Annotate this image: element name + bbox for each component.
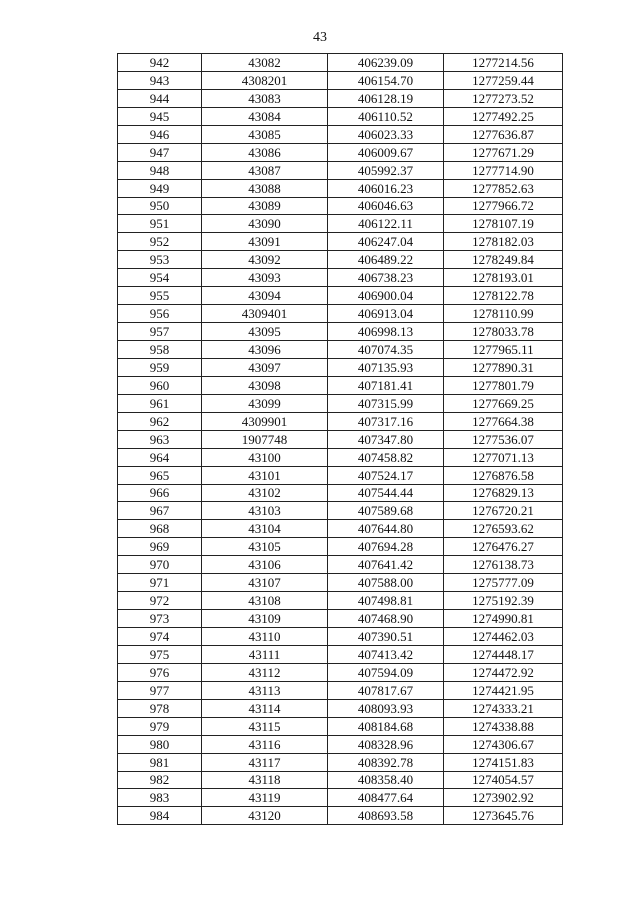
y-coordinate-cell: 1273645.76 <box>444 807 563 825</box>
point-number-cell: 965 <box>118 466 202 484</box>
point-number-cell: 947 <box>118 143 202 161</box>
point-id-cell: 43111 <box>202 645 328 663</box>
point-id-cell: 43107 <box>202 574 328 592</box>
table-row <box>118 251 563 269</box>
table-row <box>118 430 563 448</box>
y-coordinate-cell: 1278107.19 <box>444 215 563 233</box>
x-coordinate-cell: 407817.67 <box>328 681 444 699</box>
table-row <box>118 681 563 699</box>
point-number-cell: 950 <box>118 197 202 215</box>
x-coordinate-cell: 407694.28 <box>328 538 444 556</box>
point-number-cell: 974 <box>118 628 202 646</box>
point-number-cell: 953 <box>118 251 202 269</box>
point-number-cell: 970 <box>118 556 202 574</box>
table-row <box>118 735 563 753</box>
x-coordinate-cell: 407181.41 <box>328 376 444 394</box>
point-id-cell: 43108 <box>202 592 328 610</box>
point-number-cell: 984 <box>118 807 202 825</box>
x-coordinate-cell: 408693.58 <box>328 807 444 825</box>
point-number-cell: 961 <box>118 394 202 412</box>
point-number-cell: 952 <box>118 233 202 251</box>
point-id-cell: 43096 <box>202 341 328 359</box>
table-row <box>118 358 563 376</box>
point-id-cell: 43099 <box>202 394 328 412</box>
x-coordinate-cell: 407413.42 <box>328 645 444 663</box>
table-row <box>118 502 563 520</box>
y-coordinate-cell: 1273902.92 <box>444 789 563 807</box>
point-id-cell: 43091 <box>202 233 328 251</box>
point-id-cell: 43089 <box>202 197 328 215</box>
point-number-cell: 955 <box>118 287 202 305</box>
y-coordinate-cell: 1275192.39 <box>444 592 563 610</box>
table-row <box>118 520 563 538</box>
x-coordinate-cell: 408392.78 <box>328 753 444 771</box>
table-row <box>118 125 563 143</box>
x-coordinate-cell: 406738.23 <box>328 269 444 287</box>
point-id-cell: 43095 <box>202 323 328 341</box>
point-number-cell: 944 <box>118 89 202 107</box>
table-row <box>118 412 563 430</box>
table-row <box>118 645 563 663</box>
table-row <box>118 305 563 323</box>
y-coordinate-cell: 1277714.90 <box>444 161 563 179</box>
y-coordinate-cell: 1274151.83 <box>444 753 563 771</box>
point-id-cell: 43113 <box>202 681 328 699</box>
point-id-cell: 43102 <box>202 484 328 502</box>
point-number-cell: 943 <box>118 71 202 89</box>
x-coordinate-cell: 406046.63 <box>328 197 444 215</box>
y-coordinate-cell: 1278033.78 <box>444 323 563 341</box>
x-coordinate-cell: 407317.16 <box>328 412 444 430</box>
y-coordinate-cell: 1277801.79 <box>444 376 563 394</box>
point-id-cell: 43119 <box>202 789 328 807</box>
table-row <box>118 394 563 412</box>
table-row <box>118 556 563 574</box>
point-id-cell: 43105 <box>202 538 328 556</box>
x-coordinate-cell: 406913.04 <box>328 305 444 323</box>
point-id-cell: 43120 <box>202 807 328 825</box>
page-number: 43 <box>313 30 327 45</box>
point-id-cell: 43093 <box>202 269 328 287</box>
point-id-cell: 43109 <box>202 610 328 628</box>
point-id-cell: 43112 <box>202 663 328 681</box>
y-coordinate-cell: 1274448.17 <box>444 645 563 663</box>
y-coordinate-cell: 1278249.84 <box>444 251 563 269</box>
point-number-cell: 971 <box>118 574 202 592</box>
table-row <box>118 592 563 610</box>
y-coordinate-cell: 1277852.63 <box>444 179 563 197</box>
y-coordinate-cell: 1276593.62 <box>444 520 563 538</box>
x-coordinate-cell: 408184.68 <box>328 717 444 735</box>
y-coordinate-cell: 1277671.29 <box>444 143 563 161</box>
y-coordinate-cell: 1277071.13 <box>444 448 563 466</box>
y-coordinate-cell: 1277259.44 <box>444 71 563 89</box>
x-coordinate-cell: 406239.09 <box>328 54 444 72</box>
point-number-cell: 942 <box>118 54 202 72</box>
table-row <box>118 341 563 359</box>
y-coordinate-cell: 1278182.03 <box>444 233 563 251</box>
table-row <box>118 89 563 107</box>
x-coordinate-cell: 406247.04 <box>328 233 444 251</box>
table-row <box>118 269 563 287</box>
point-id-cell: 43115 <box>202 717 328 735</box>
point-id-cell: 43118 <box>202 771 328 789</box>
point-number-cell: 964 <box>118 448 202 466</box>
point-id-cell: 43097 <box>202 358 328 376</box>
table-row <box>118 287 563 305</box>
point-id-cell: 43110 <box>202 628 328 646</box>
y-coordinate-cell: 1276876.58 <box>444 466 563 484</box>
point-id-cell: 43117 <box>202 753 328 771</box>
table-row <box>118 376 563 394</box>
table-row <box>118 663 563 681</box>
y-coordinate-cell: 1277536.07 <box>444 430 563 448</box>
coordinates-table <box>117 53 563 825</box>
table-row <box>118 789 563 807</box>
x-coordinate-cell: 408477.64 <box>328 789 444 807</box>
point-number-cell: 958 <box>118 341 202 359</box>
y-coordinate-cell: 1274338.88 <box>444 717 563 735</box>
x-coordinate-cell: 408328.96 <box>328 735 444 753</box>
x-coordinate-cell: 407135.93 <box>328 358 444 376</box>
point-id-cell: 43101 <box>202 466 328 484</box>
point-number-cell: 975 <box>118 645 202 663</box>
y-coordinate-cell: 1277965.11 <box>444 341 563 359</box>
y-coordinate-cell: 1274472.92 <box>444 663 563 681</box>
point-id-cell: 43094 <box>202 287 328 305</box>
table-row <box>118 143 563 161</box>
point-number-cell: 945 <box>118 107 202 125</box>
point-number-cell: 957 <box>118 323 202 341</box>
table-row <box>118 574 563 592</box>
x-coordinate-cell: 406110.52 <box>328 107 444 125</box>
y-coordinate-cell: 1276720.21 <box>444 502 563 520</box>
point-number-cell: 973 <box>118 610 202 628</box>
table-row <box>118 466 563 484</box>
point-number-cell: 959 <box>118 358 202 376</box>
y-coordinate-cell: 1277214.56 <box>444 54 563 72</box>
point-id-cell: 43084 <box>202 107 328 125</box>
x-coordinate-cell: 407641.42 <box>328 556 444 574</box>
x-coordinate-cell: 407594.09 <box>328 663 444 681</box>
point-id-cell: 43100 <box>202 448 328 466</box>
x-coordinate-cell: 407544.44 <box>328 484 444 502</box>
y-coordinate-cell: 1277273.52 <box>444 89 563 107</box>
point-id-cell: 43083 <box>202 89 328 107</box>
point-id-cell: 43114 <box>202 699 328 717</box>
y-coordinate-cell: 1278122.78 <box>444 287 563 305</box>
table-row <box>118 807 563 825</box>
x-coordinate-cell: 406023.33 <box>328 125 444 143</box>
point-number-cell: 977 <box>118 681 202 699</box>
point-number-cell: 954 <box>118 269 202 287</box>
point-id-cell: 43116 <box>202 735 328 753</box>
y-coordinate-cell: 1274306.67 <box>444 735 563 753</box>
x-coordinate-cell: 406016.23 <box>328 179 444 197</box>
table-row <box>118 699 563 717</box>
point-id-cell: 43085 <box>202 125 328 143</box>
y-coordinate-cell: 1277669.25 <box>444 394 563 412</box>
point-number-cell: 982 <box>118 771 202 789</box>
y-coordinate-cell: 1276476.27 <box>444 538 563 556</box>
x-coordinate-cell: 407347.80 <box>328 430 444 448</box>
table-row <box>118 448 563 466</box>
point-number-cell: 946 <box>118 125 202 143</box>
x-coordinate-cell: 407468.90 <box>328 610 444 628</box>
x-coordinate-cell: 407390.51 <box>328 628 444 646</box>
table-row <box>118 717 563 735</box>
table-row <box>118 161 563 179</box>
y-coordinate-cell: 1275777.09 <box>444 574 563 592</box>
point-id-cell: 43082 <box>202 54 328 72</box>
table-row <box>118 233 563 251</box>
y-coordinate-cell: 1276138.73 <box>444 556 563 574</box>
point-number-cell: 960 <box>118 376 202 394</box>
point-id-cell: 4309901 <box>202 412 328 430</box>
point-id-cell: 43086 <box>202 143 328 161</box>
point-number-cell: 963 <box>118 430 202 448</box>
point-number-cell: 967 <box>118 502 202 520</box>
point-number-cell: 978 <box>118 699 202 717</box>
point-id-cell: 43087 <box>202 161 328 179</box>
y-coordinate-cell: 1276829.13 <box>444 484 563 502</box>
point-id-cell: 43088 <box>202 179 328 197</box>
point-id-cell: 4309401 <box>202 305 328 323</box>
table-row <box>118 179 563 197</box>
point-number-cell: 962 <box>118 412 202 430</box>
table-row <box>118 753 563 771</box>
y-coordinate-cell: 1277966.72 <box>444 197 563 215</box>
point-id-cell: 43098 <box>202 376 328 394</box>
point-number-cell: 981 <box>118 753 202 771</box>
point-number-cell: 983 <box>118 789 202 807</box>
x-coordinate-cell: 406122.11 <box>328 215 444 233</box>
point-number-cell: 976 <box>118 663 202 681</box>
y-coordinate-cell: 1274462.03 <box>444 628 563 646</box>
point-id-cell: 43104 <box>202 520 328 538</box>
table-row <box>118 197 563 215</box>
x-coordinate-cell: 407589.68 <box>328 502 444 520</box>
point-number-cell: 956 <box>118 305 202 323</box>
point-number-cell: 949 <box>118 179 202 197</box>
x-coordinate-cell: 406900.04 <box>328 287 444 305</box>
point-number-cell: 968 <box>118 520 202 538</box>
point-number-cell: 972 <box>118 592 202 610</box>
x-coordinate-cell: 408358.40 <box>328 771 444 789</box>
y-coordinate-cell: 1277664.38 <box>444 412 563 430</box>
x-coordinate-cell: 406998.13 <box>328 323 444 341</box>
x-coordinate-cell: 406009.67 <box>328 143 444 161</box>
table-row <box>118 610 563 628</box>
table-row <box>118 538 563 556</box>
y-coordinate-cell: 1277636.87 <box>444 125 563 143</box>
x-coordinate-cell: 408093.93 <box>328 699 444 717</box>
x-coordinate-cell: 407524.17 <box>328 466 444 484</box>
table-row <box>118 54 563 72</box>
point-id-cell: 43106 <box>202 556 328 574</box>
point-id-cell: 4308201 <box>202 71 328 89</box>
x-coordinate-cell: 407644.80 <box>328 520 444 538</box>
coordinates-table-body <box>118 54 563 825</box>
x-coordinate-cell: 407074.35 <box>328 341 444 359</box>
point-id-cell: 43092 <box>202 251 328 269</box>
point-number-cell: 951 <box>118 215 202 233</box>
y-coordinate-cell: 1278110.99 <box>444 305 563 323</box>
point-number-cell: 966 <box>118 484 202 502</box>
table-row <box>118 628 563 646</box>
y-coordinate-cell: 1274054.57 <box>444 771 563 789</box>
point-number-cell: 969 <box>118 538 202 556</box>
point-id-cell: 43103 <box>202 502 328 520</box>
x-coordinate-cell: 407588.00 <box>328 574 444 592</box>
point-number-cell: 980 <box>118 735 202 753</box>
point-number-cell: 979 <box>118 717 202 735</box>
table-row <box>118 107 563 125</box>
table-row <box>118 323 563 341</box>
x-coordinate-cell: 405992.37 <box>328 161 444 179</box>
x-coordinate-cell: 406128.19 <box>328 89 444 107</box>
x-coordinate-cell: 407498.81 <box>328 592 444 610</box>
y-coordinate-cell: 1277492.25 <box>444 107 563 125</box>
point-number-cell: 948 <box>118 161 202 179</box>
x-coordinate-cell: 407315.99 <box>328 394 444 412</box>
table-row <box>118 771 563 789</box>
y-coordinate-cell: 1274990.81 <box>444 610 563 628</box>
x-coordinate-cell: 407458.82 <box>328 448 444 466</box>
y-coordinate-cell: 1278193.01 <box>444 269 563 287</box>
x-coordinate-cell: 406154.70 <box>328 71 444 89</box>
x-coordinate-cell: 406489.22 <box>328 251 444 269</box>
point-id-cell: 1907748 <box>202 430 328 448</box>
table-row <box>118 215 563 233</box>
y-coordinate-cell: 1274421.95 <box>444 681 563 699</box>
y-coordinate-cell: 1277890.31 <box>444 358 563 376</box>
y-coordinate-cell: 1274333.21 <box>444 699 563 717</box>
point-id-cell: 43090 <box>202 215 328 233</box>
table-row <box>118 484 563 502</box>
table-row <box>118 71 563 89</box>
